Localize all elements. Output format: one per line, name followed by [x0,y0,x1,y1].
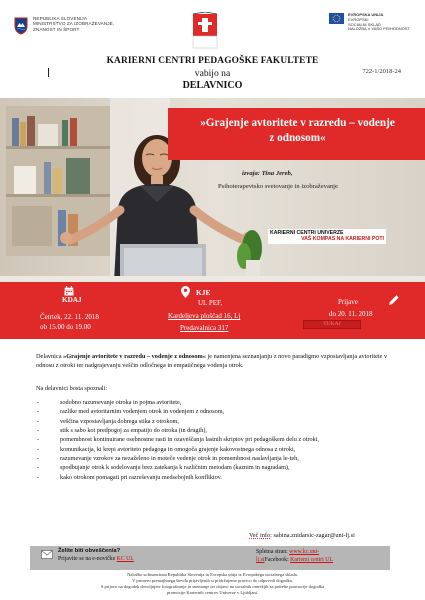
university-logo-icon [190,12,220,50]
list-item: - stik s sabo kot predpogoj za empatijo do otroka (in drugih), [36,426,396,435]
hero-banner [0,98,425,282]
fine-print-line: S prijavo na dogodek dovoljujete fotografiranje in snemanje ter objavo na socialnih omrežjih za potrebe promocije dogodka [100,584,325,589]
list-item: - sodobno razumevanje otroka in pojma avtoritete, [36,398,396,407]
website-line [256,549,319,555]
slovenia-coat-of-arms-icon [14,17,28,35]
eu-line: NALOŽBA V VAŠO PRIHODNOST [348,26,410,32]
contact-email[interactable]: sabina.znidarsic-zagar@uni-lj.si [273,532,355,539]
document-number: 722-1/2018-24 [362,68,401,75]
registration-label: Prijave [338,298,358,306]
eu-fund-text [348,13,410,32]
newsletter-box [30,546,390,570]
facebook-label: Facebook: [264,557,289,563]
pencil-icon [388,294,400,306]
ministry-text [33,16,114,32]
facebook-line [256,557,333,563]
ministry-line: MINISTRSTVO ZA IZOBRAŽEVANJE, [33,21,115,27]
envelope-icon [41,550,53,559]
presenter [242,170,293,177]
contact-label: Več info: [249,532,272,539]
intro-text: je namenjena seznanjanju z novo paradigmo vzpostavljanja avtoritete v odnosu z otroki ter nadgrajevanju veščin odločnega in empatičnega vodenja otrok. [36,353,388,369]
website-label: Spletna stran: [256,549,288,555]
ministry-line: ZNANOST IN ŠPORT [33,26,80,32]
workshop-title-box [168,108,425,160]
presenter-organization: Psihoterapevtsko svetovanje in izobraževanje [218,183,338,190]
intro-workshop-title: »Grajenje avtoritete v razredu – vodenje z odnosom« [63,353,206,360]
calendar-icon [64,286,74,296]
fine-print-line: Naložbo sofinancirata Republika Slovenija in Evropska unija iz Evropskega socialnega sklada. [127,572,298,577]
event-type: DELAVNICO [182,80,243,91]
presenter-name: Tina Jereb, [261,170,293,177]
website-link-cont[interactable]: lj.si [256,557,265,563]
list-item: - pomembnost kontinuirane osebnostne rasti in ozaveščanja lastnih skriptov pri pedagoškem delu z otroki, [36,435,396,444]
venue-address-link[interactable]: Kardeljeva ploščad 16, Lj [168,312,241,320]
eu-line: EVROPSKI [348,16,369,22]
when-label: KDAJ [62,296,82,304]
register-here-button[interactable]: TUKAJ [303,320,361,329]
topics-lead: Na delavnici bosta spoznali: [36,385,108,392]
newsletter-link[interactable]: KC UL [116,556,134,562]
career-centers-badge [268,229,386,244]
list-item: - razumevanje vzrokov za nezaželeno in moteče vedenje otrok in pomembnost naslavljanja le-teh, [36,454,396,463]
eu-line: EVROPSKA UNIJA [348,12,384,17]
event-time: ob 15.00 do 19.00 [40,323,91,331]
newsletter-label: Prijavite se na e-novičke [58,556,116,562]
list-item: - kako otrokom pomagati pri razreševanju medsebojnih konfliktov. [36,473,396,482]
fine-print-line: promocije Kariernih centrov Univerze v Ljubljani. [167,590,258,595]
ministry-line: REPUBLIKA SLOVENIJA [33,16,87,21]
map-pin-icon [181,286,190,298]
list-item: - spodbujanje otrok k sodelovanju brez zatekanja k različnim metodam (kaznim in nagradam), [36,463,396,472]
invite-text: vabijo na [194,68,231,79]
list-item: - razlike med avtoritarnim vodenjem otrok in vodenjem z odnosom, [36,407,396,416]
list-item: - veščina vzpostavljanja dobrega stika z otrokom, [36,417,396,426]
event-info-band [0,282,425,339]
intro-prefix: Delavnica [36,353,64,360]
career-centers-slogan: VAŠ KOMPAS NA KARIERNI POTI [301,236,384,243]
venue-room-link[interactable]: Predavalnica 317 [180,324,229,332]
where-label: KJE [196,288,211,297]
list-item: - komunikacija, ki krepi avtoriteto pedagoga in omogoča grajenje kakovostnega odnosa z otroki, [36,445,396,454]
event-date: Četrtek, 22. 11. 2018 [40,313,99,321]
intro-paragraph [36,353,394,370]
newsletter-title: Želite biti obveščen/a? [58,548,121,554]
eu-line: SOCIALNI SKLAD [348,21,381,27]
venue-name: UL PEF, [198,299,223,307]
registration-deadline: do 20. 11. 2018 [329,310,373,318]
workshop-title-line: »Grajenje avtoritete v razredu – vodenje [200,117,395,129]
organizer-title: KARIERNI CENTRI PEDAGOŠKE FAKULTETE [106,56,319,66]
eu-flag-icon [329,13,344,24]
presenter-label: izvaja: [242,170,260,177]
topics-list [36,398,396,482]
facebook-link[interactable]: Kariemi centri UL [290,557,333,563]
newsletter-text [58,556,134,562]
fine-print-line: V primeru premajhnega števila prijavljenih si pridržujemo pravico do odpovedi dogodka. [132,578,293,583]
website-link[interactable]: www.kc.uni- [289,549,320,555]
career-centers-name: KARIERNI CENTRI UNIVERZE [270,230,344,236]
workshop-title-line: z odnosom« [269,132,326,144]
contact-info [249,532,355,539]
